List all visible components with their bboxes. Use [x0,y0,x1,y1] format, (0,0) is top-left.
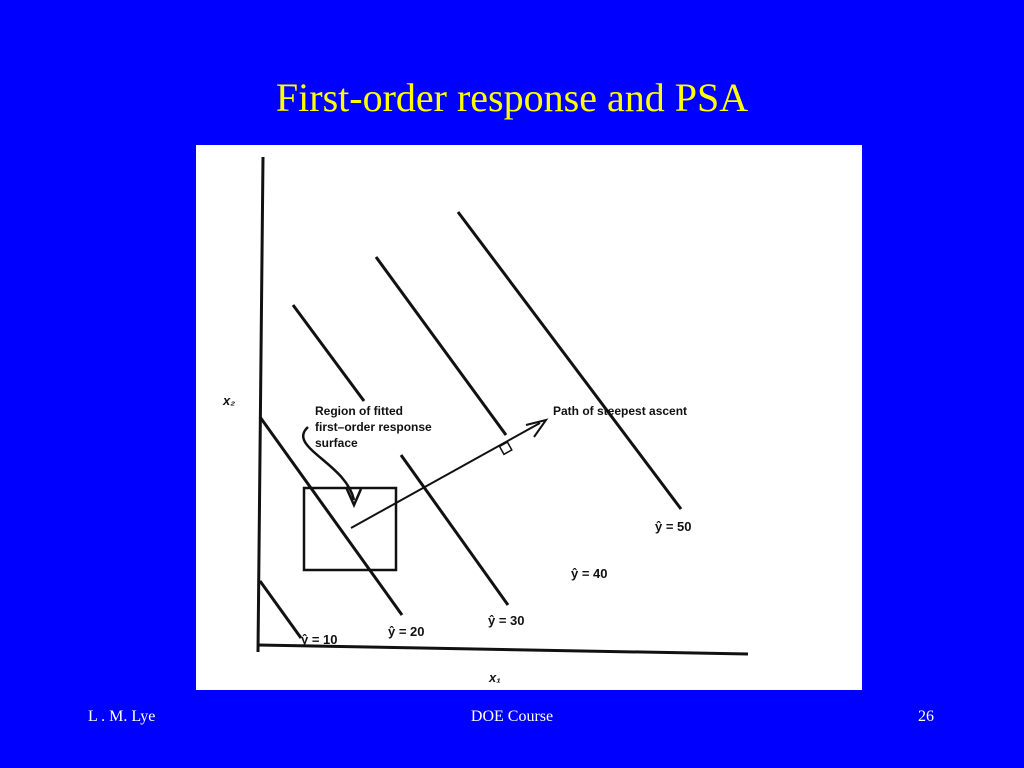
contour-line-10 [260,581,301,638]
response-surface-figure [196,145,862,690]
footer-author: L . M. Lye [88,708,156,725]
contour-line-30-lower [401,455,508,605]
steepest-ascent-path [351,423,540,528]
contour-line-40 [458,212,681,509]
fitted-region-box [304,488,396,570]
contour-label-40: ŷ = 40 [571,566,608,581]
slide-title: First-order response and PSA [275,75,749,120]
region-label-line-1: Region of fitted [315,404,403,418]
footer-page-number: 26 [918,708,934,725]
footer-course: DOE Course [470,708,554,725]
y-axis-label: x₂ [223,393,236,408]
contour-label-50: ŷ = 50 [655,519,692,534]
contour-label-20: ŷ = 20 [388,624,425,639]
figure-canvas [196,145,862,690]
x-axis-label: x₁ [489,670,501,685]
contour-line-20-upper [293,305,364,401]
region-label-line-2: first–order response [315,420,432,434]
y-axis [258,157,263,652]
contour-label-30: ŷ = 30 [488,613,525,628]
region-label-line-3: surface [315,436,358,450]
contour-label-10: ŷ = 10 [301,632,338,647]
path-label: Path of steepest ascent [553,404,688,418]
